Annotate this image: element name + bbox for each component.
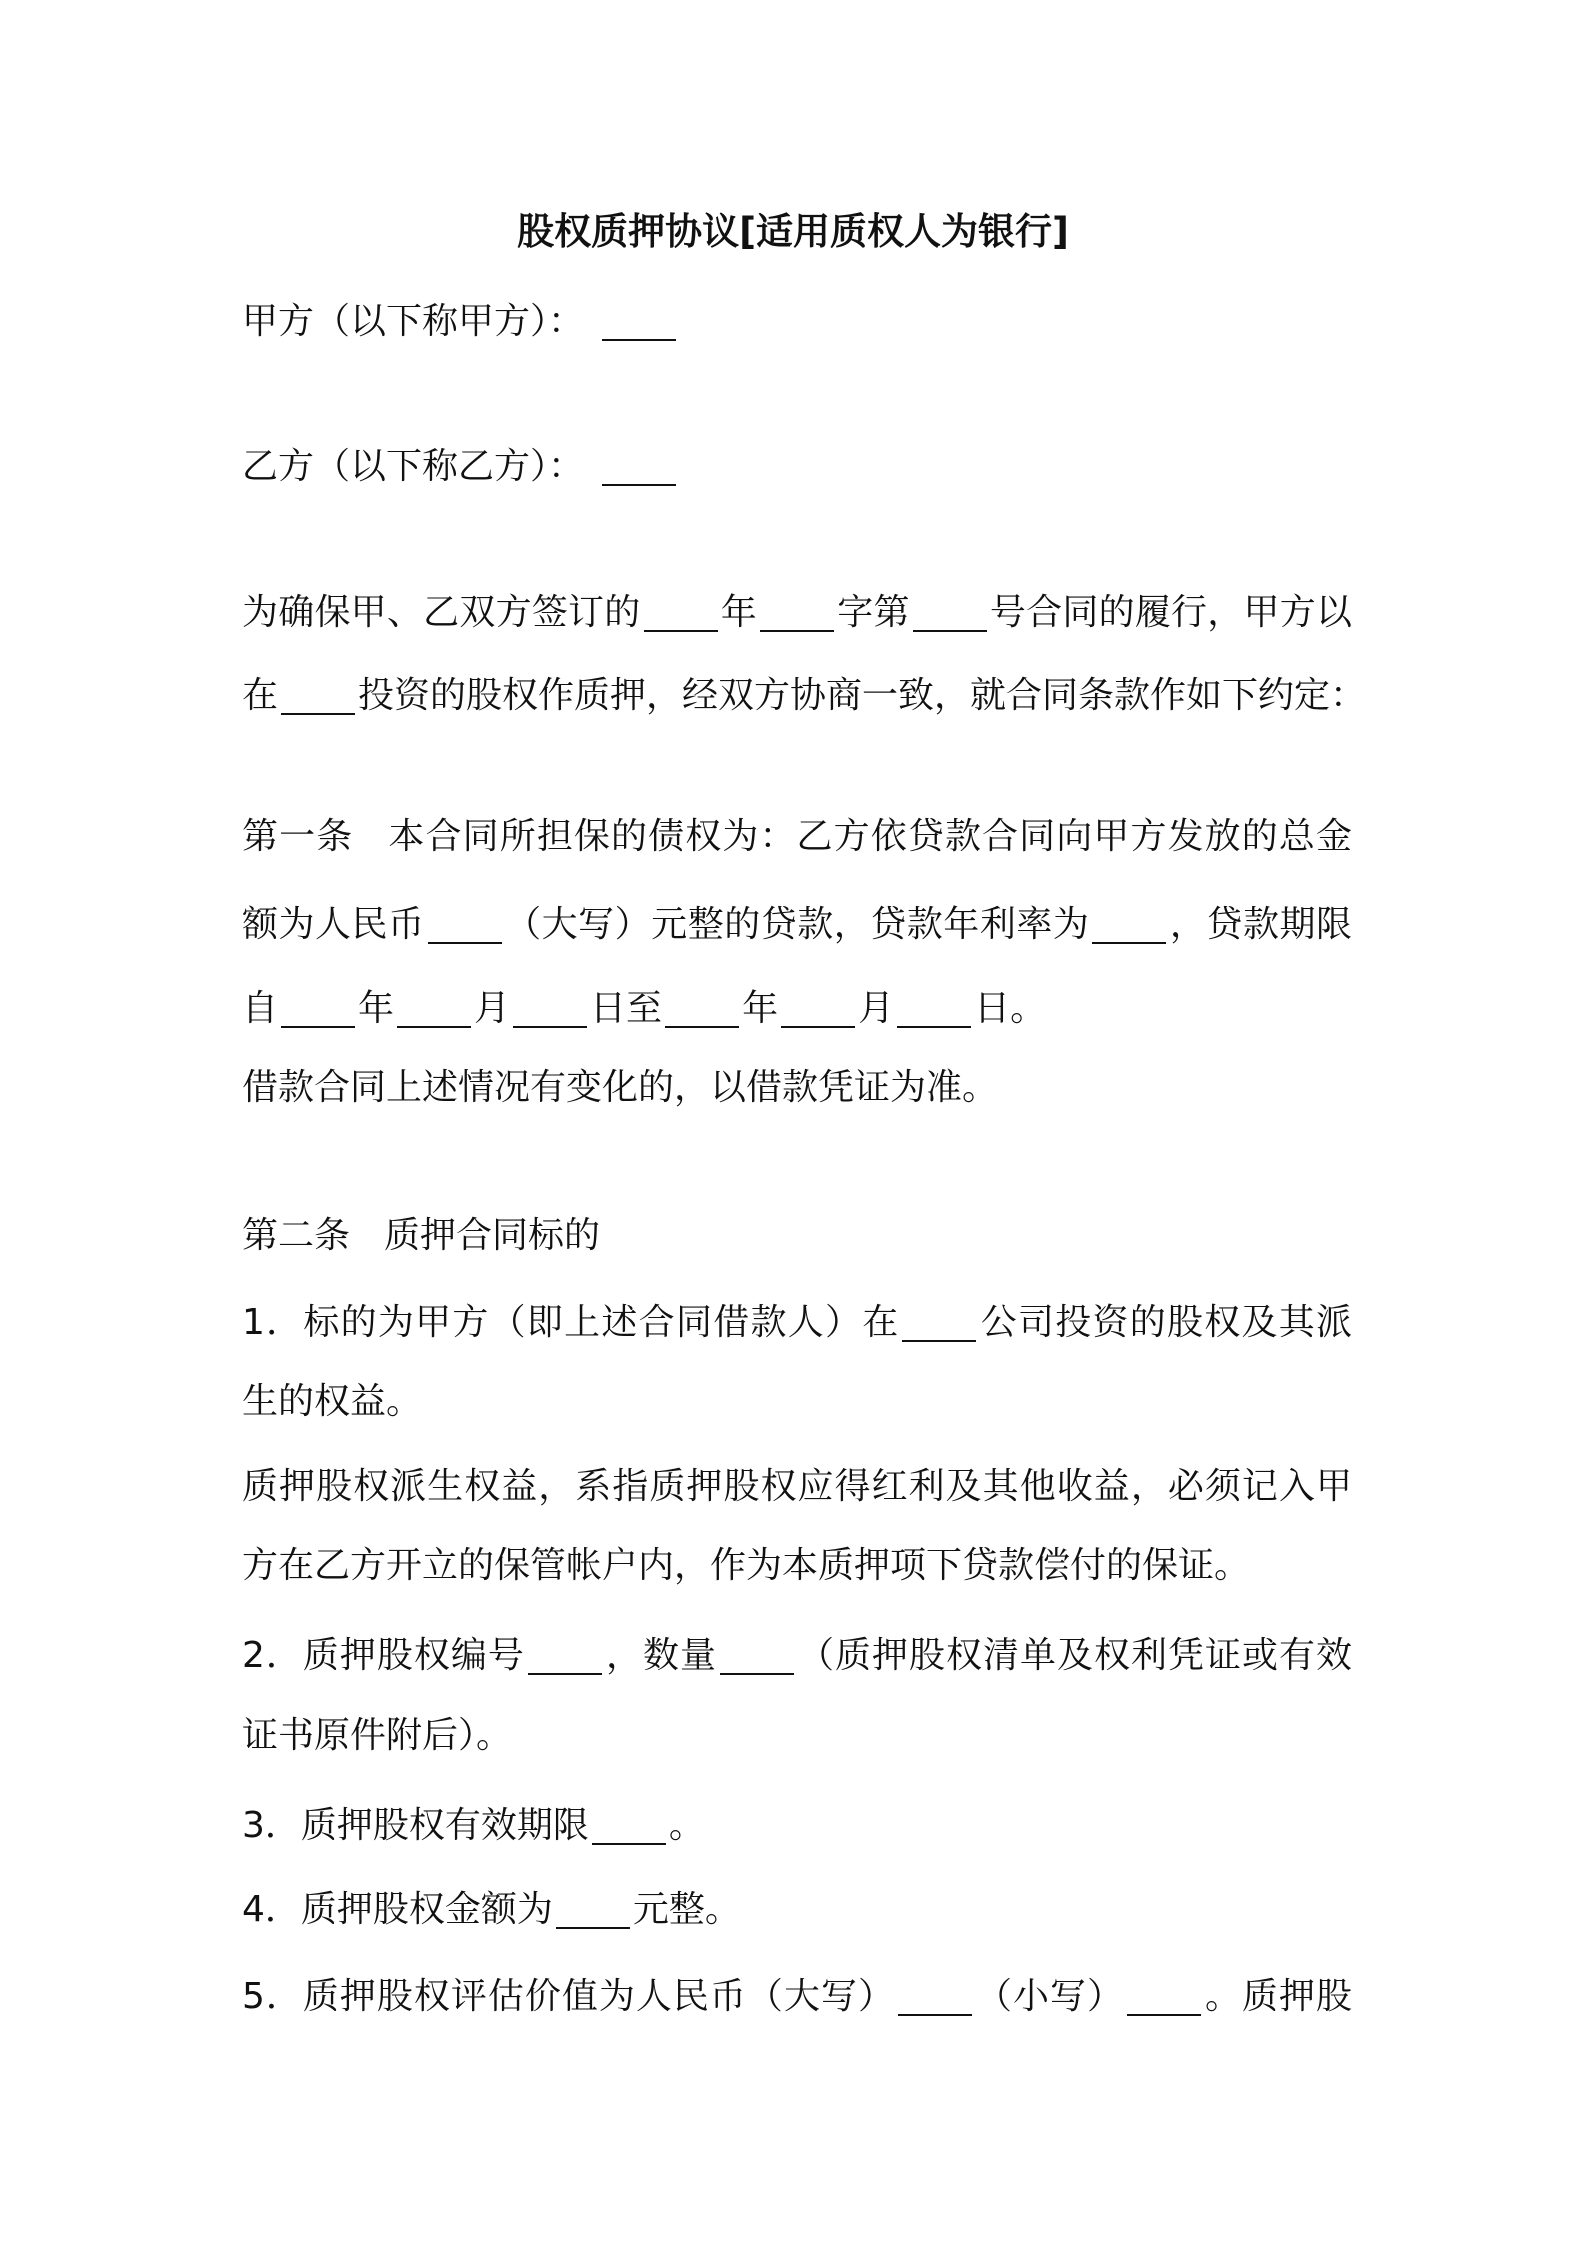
intro-text: 为确保甲、乙双方签订的	[242, 592, 641, 633]
end-year-blank	[665, 990, 739, 1028]
party-a-line	[242, 296, 1352, 348]
article1-line-4: 借款合同上述情况有变化的，以借款凭证为准。	[242, 1067, 999, 1108]
valuation-uppercase-blank	[898, 1978, 972, 2016]
article1-text: 月	[858, 988, 895, 1029]
end-month-blank	[781, 990, 855, 1028]
article2-heading-line	[242, 1210, 1352, 1262]
contract-number-blank	[913, 594, 987, 632]
party-b-label: 乙方（以下称乙方）：	[242, 446, 585, 487]
intro-text: 投资的股权作质押，经双方协商一致，就合同条款作如下约定：	[358, 675, 1367, 716]
article1-text: 日。	[974, 988, 1047, 1029]
article2-text: 5．质押股权评估价值为人民币（大写）	[242, 1976, 895, 2017]
intro-text: 在	[242, 675, 279, 716]
article1-text: 月	[474, 988, 511, 1029]
article2-text: （小写）	[974, 1976, 1124, 2017]
article2-item1-line-2: 生的权益。	[242, 1381, 423, 1422]
article2-item2-line-2: 证书原件附后）。	[242, 1715, 513, 1756]
article1-heading: 第一条	[242, 816, 354, 857]
article2-item3-line	[242, 1800, 1352, 1852]
article2-text: （质押股权清单及权利凭证或有效	[796, 1635, 1352, 1676]
article1-line-2	[242, 899, 1352, 951]
valuation-lowercase-blank	[1127, 1978, 1201, 2016]
intro-text: 年	[720, 592, 757, 633]
equity-amount-blank	[556, 1891, 630, 1929]
article1-text: 年	[742, 988, 779, 1029]
article2-text: ，数量	[604, 1635, 717, 1676]
article2-text: 3．质押股权有效期限	[242, 1805, 589, 1846]
article2-item1-line-1	[242, 1297, 1352, 1349]
article2-item5-line	[242, 1971, 1352, 2023]
article2-item2-line-1	[242, 1630, 1352, 1682]
start-month-blank	[397, 990, 471, 1028]
intro-text: 号合同的履行，甲方以	[989, 592, 1352, 633]
article1-line-1	[242, 811, 1352, 863]
article1-text: 日至	[590, 988, 663, 1029]
article1-text: 本合同所担保的债权为：乙方依贷款合同向甲方发放的总金	[387, 816, 1352, 857]
article1-text: 额为人民币	[242, 904, 425, 945]
article2-text: 元整。	[632, 1889, 741, 1930]
article1-text: 自	[242, 988, 279, 1029]
equity-number-blank	[528, 1637, 602, 1675]
article1-text: （大写）元整的贷款，贷款年利率为	[504, 904, 1090, 945]
article1-text: ，贷款期限	[1169, 904, 1352, 945]
start-day-blank	[513, 990, 587, 1028]
article2-text: 。质押股	[1203, 1976, 1352, 2017]
article2-text: 2．质押股权编号	[242, 1635, 525, 1676]
article1-text: 年	[358, 988, 395, 1029]
party-b-line	[242, 441, 1352, 493]
interest-rate-blank	[1092, 906, 1166, 944]
article2-text: 公司投资的股权及其派	[979, 1302, 1352, 1343]
party-b-blank	[602, 448, 676, 486]
article2-note-line-2: 方在乙方开立的保管帐户内，作为本质押项下贷款偿付的保证。	[242, 1545, 1251, 1586]
loan-amount-blank	[428, 906, 502, 944]
article2-item4-line	[242, 1884, 1352, 1936]
invested-company-blank	[281, 677, 355, 715]
article2-note-line-1: 质押股权派生权益，系指质押股权应得红利及其他收益，必须记入甲	[242, 1466, 1352, 1507]
intro-line-1	[242, 587, 1352, 639]
equity-quantity-blank	[720, 1637, 794, 1675]
validity-period-blank	[592, 1807, 666, 1845]
pledged-company-blank	[902, 1304, 976, 1342]
article2-text: 1．标的为甲方（即上述合同借款人）在	[242, 1302, 900, 1343]
party-a-label: 甲方（以下称甲方）：	[242, 301, 585, 342]
start-year-blank	[281, 990, 355, 1028]
intro-text: 字第	[836, 592, 910, 633]
document-title: 股权质押协议[适用质权人为银行]	[517, 210, 1069, 253]
article2-heading: 第二条	[242, 1215, 351, 1256]
article2-heading-text: 质押合同标的	[384, 1215, 601, 1256]
contract-word-blank	[760, 594, 834, 632]
intro-line-2	[242, 670, 1367, 722]
party-a-blank	[602, 303, 676, 341]
article2-text: 。	[668, 1805, 705, 1846]
end-day-blank	[897, 990, 971, 1028]
article1-line-3	[242, 983, 1352, 1035]
contract-year-blank	[644, 594, 718, 632]
article2-text: 4．质押股权金额为	[242, 1889, 553, 1930]
